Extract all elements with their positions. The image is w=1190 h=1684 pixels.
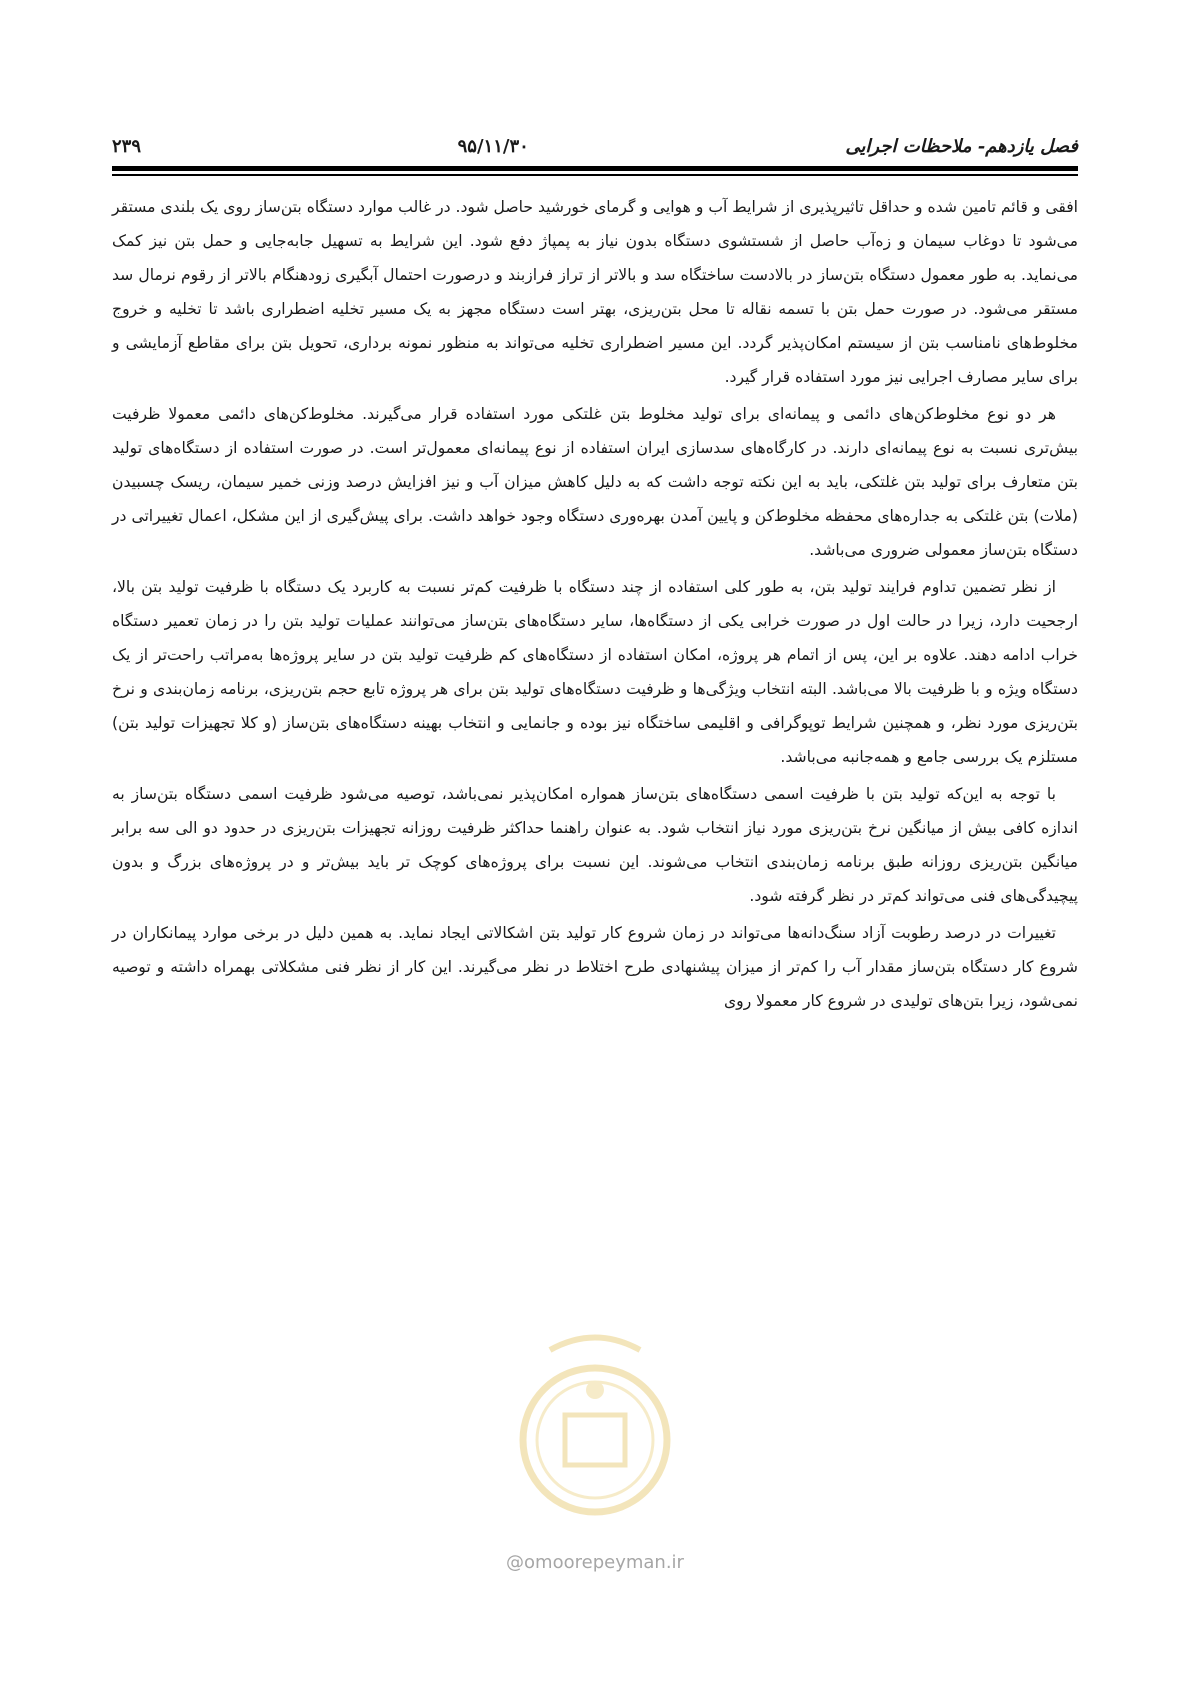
- watermark-logo: [510, 1330, 680, 1530]
- header-rule-thick: [112, 166, 1078, 171]
- watermark-site-text: @omoorepeyman.ir: [506, 1552, 684, 1573]
- body-text: [112, 190, 1078, 1021]
- paragraph-2: هر دو نوع مخلوط‌کن‌های دائمی و پیمانه‌ای برای تولید مخلوط بتن غلتکی مورد استفاده قرار می‌گیرند. مخلوط‌کن‌های دائمی معمولا ظرفیت بیش‌تری نسبت به نوع پیمانه‌ای دارند. در کارگاه‌های سدسازی ایران استفاده از نوع پیمانه‌ای معمول‌تر است. در صورت استفاده از دستگاه‌های تولید بتن متعارف برای تولید بتن غلتکی، باید به این نکته توجه داشت که به دلیل کاهش میزان آب و نیز افزایش درصد وزنی خمیر سیمان، ریسک چسبیدن (ملات) بتن غلتکی به جداره‌های محفظه مخلوط‌کن و پایین آمدن بهره‌وری دستگاه وجود خواهد داشت. برای پیش‌گیری از این مشکل، اعمال تغییراتی در دستگاه بتن‌ساز معمولی ضروری می‌باشد.: [112, 405, 1078, 559]
- page-number: ۲۳۹: [112, 135, 142, 157]
- chapter-title: فصل یازدهم- ملاحظات اجرایی: [845, 135, 1078, 157]
- paragraph-1: افقی و قائم تامین شده و حداقل تاثیرپذیری از شرایط آب و هوایی و گرمای خورشید حاصل شود. در غالب موارد دستگاه بتن‌ساز روی یک بلندی مستقر می‌شود تا دوغاب سیمان و زه‌آب حاصل از شستشوی دستگاه بدون نیاز به پمپاژ دفع شود. این شرایط به تسهیل جابه‌جایی و حمل بتن نیز کمک می‌نماید. به طور معمول دستگاه بتن‌ساز در بالادست ساختگاه سد و بالاتر از تراز فرازبند و درصورت احتمال آبگیری زودهنگام بالاتر از رقوم نرمال سد مستقر می‌شود. در صورت حمل بتن با تسمه نقاله تا محل بتن‌ریزی، بهتر است دستگاه مجهز به یک مسیر تخلیه اضطراری باشد تا تخلیه و خروج مخلوط‌های نامناسب بتن از سیستم امکان‌پذیر گردد. این مسیر اضطراری تخلیه می‌تواند به منظور نمونه برداری، تحویل بتن برای مقاطع آزمایشی و برای سایر مصارف اجرایی نیز مورد استفاده قرار گیرد.: [112, 198, 1078, 386]
- paragraph-3: از نظر تضمین تداوم فرایند تولید بتن، به طور کلی استفاده از چند دستگاه با ظرفیت کم‌تر نسبت به کاربرد یک دستگاه با ظرفیت تولید بتن بالا، ارجحیت دارد، زیرا در حالت اول در صورت خرابی یکی از دستگاه‌ها، سایر دستگاه‌های بتن‌ساز می‌توانند عملیات تولید بتن را در زمان تعمیر دستگاه خراب ادامه دهند. علاوه بر این، پس از اتمام هر پروژه، امکان استفاده از دستگاه‌های کم ظرفیت تولید بتن در سایر پروژه‌ها به‌مراتب راحت‌تر از یک دستگاه ویژه و با ظرفیت بالا می‌باشد. البته انتخاب ویژگی‌ها و ظرفیت دستگاه‌های تولید بتن برای هر پروژه تابع حجم بتن‌ریزی، برنامه زمان‌بندی و نرخ بتن‌ریزی مورد نظر، و همچنین شرایط توپوگرافی و اقلیمی ساختگاه نیز بوده و جانمایی و انتخاب بهینه دستگاه‌های بتن‌ساز (و کلا تجهیزات تولید بتن) مستلزم یک بررسی جامع و همه‌جانبه می‌باشد.: [112, 578, 1078, 766]
- header-date: ۹۵/۱۱/۳۰: [457, 135, 529, 157]
- header-rule-thin: [112, 174, 1078, 176]
- running-header: [112, 128, 1078, 164]
- paragraph-5: تغییرات در درصد رطوبت آزاد سنگ‌دانه‌ها می‌تواند در زمان شروع کار تولید بتن اشکالاتی ایجاد نماید. به همین دلیل در برخی موارد پیمانکاران در شروع کار دستگاه بتن‌ساز مقدار آب را کم‌تر از میزان پیشنهادی طرح اختلاط در نظر می‌گیرند. این کار از نظر فنی مشکلاتی بهمراه داشته و توصیه نمی‌شود، زیرا بتن‌های تولیدی در شروع کار معمولا روی: [112, 924, 1078, 1010]
- paragraph-4: با توجه به این‌که تولید بتن با ظرفیت اسمی دستگاه‌های بتن‌ساز همواره امکان‌پذیر نمی‌باشد، توصیه می‌شود ظرفیت اسمی دستگاه بتن‌ساز به اندازه کافی بیش از میانگین نرخ بتن‌ریزی مورد نیاز انتخاب شود. به عنوان راهنما حداکثر ظرفیت روزانه تجهیزات بتن‌ریزی در حدود دو الی سه برابر میانگین بتن‌ریزی روزانه طبق برنامه زمان‌بندی انتخاب می‌شوند. این نسبت برای پروژه‌های کوچک تر باید بیش‌تر و در پروژه‌های بزرگ و بدون پیچیدگی‌های فنی می‌تواند کم‌تر در نظر گرفته شود.: [112, 785, 1078, 905]
